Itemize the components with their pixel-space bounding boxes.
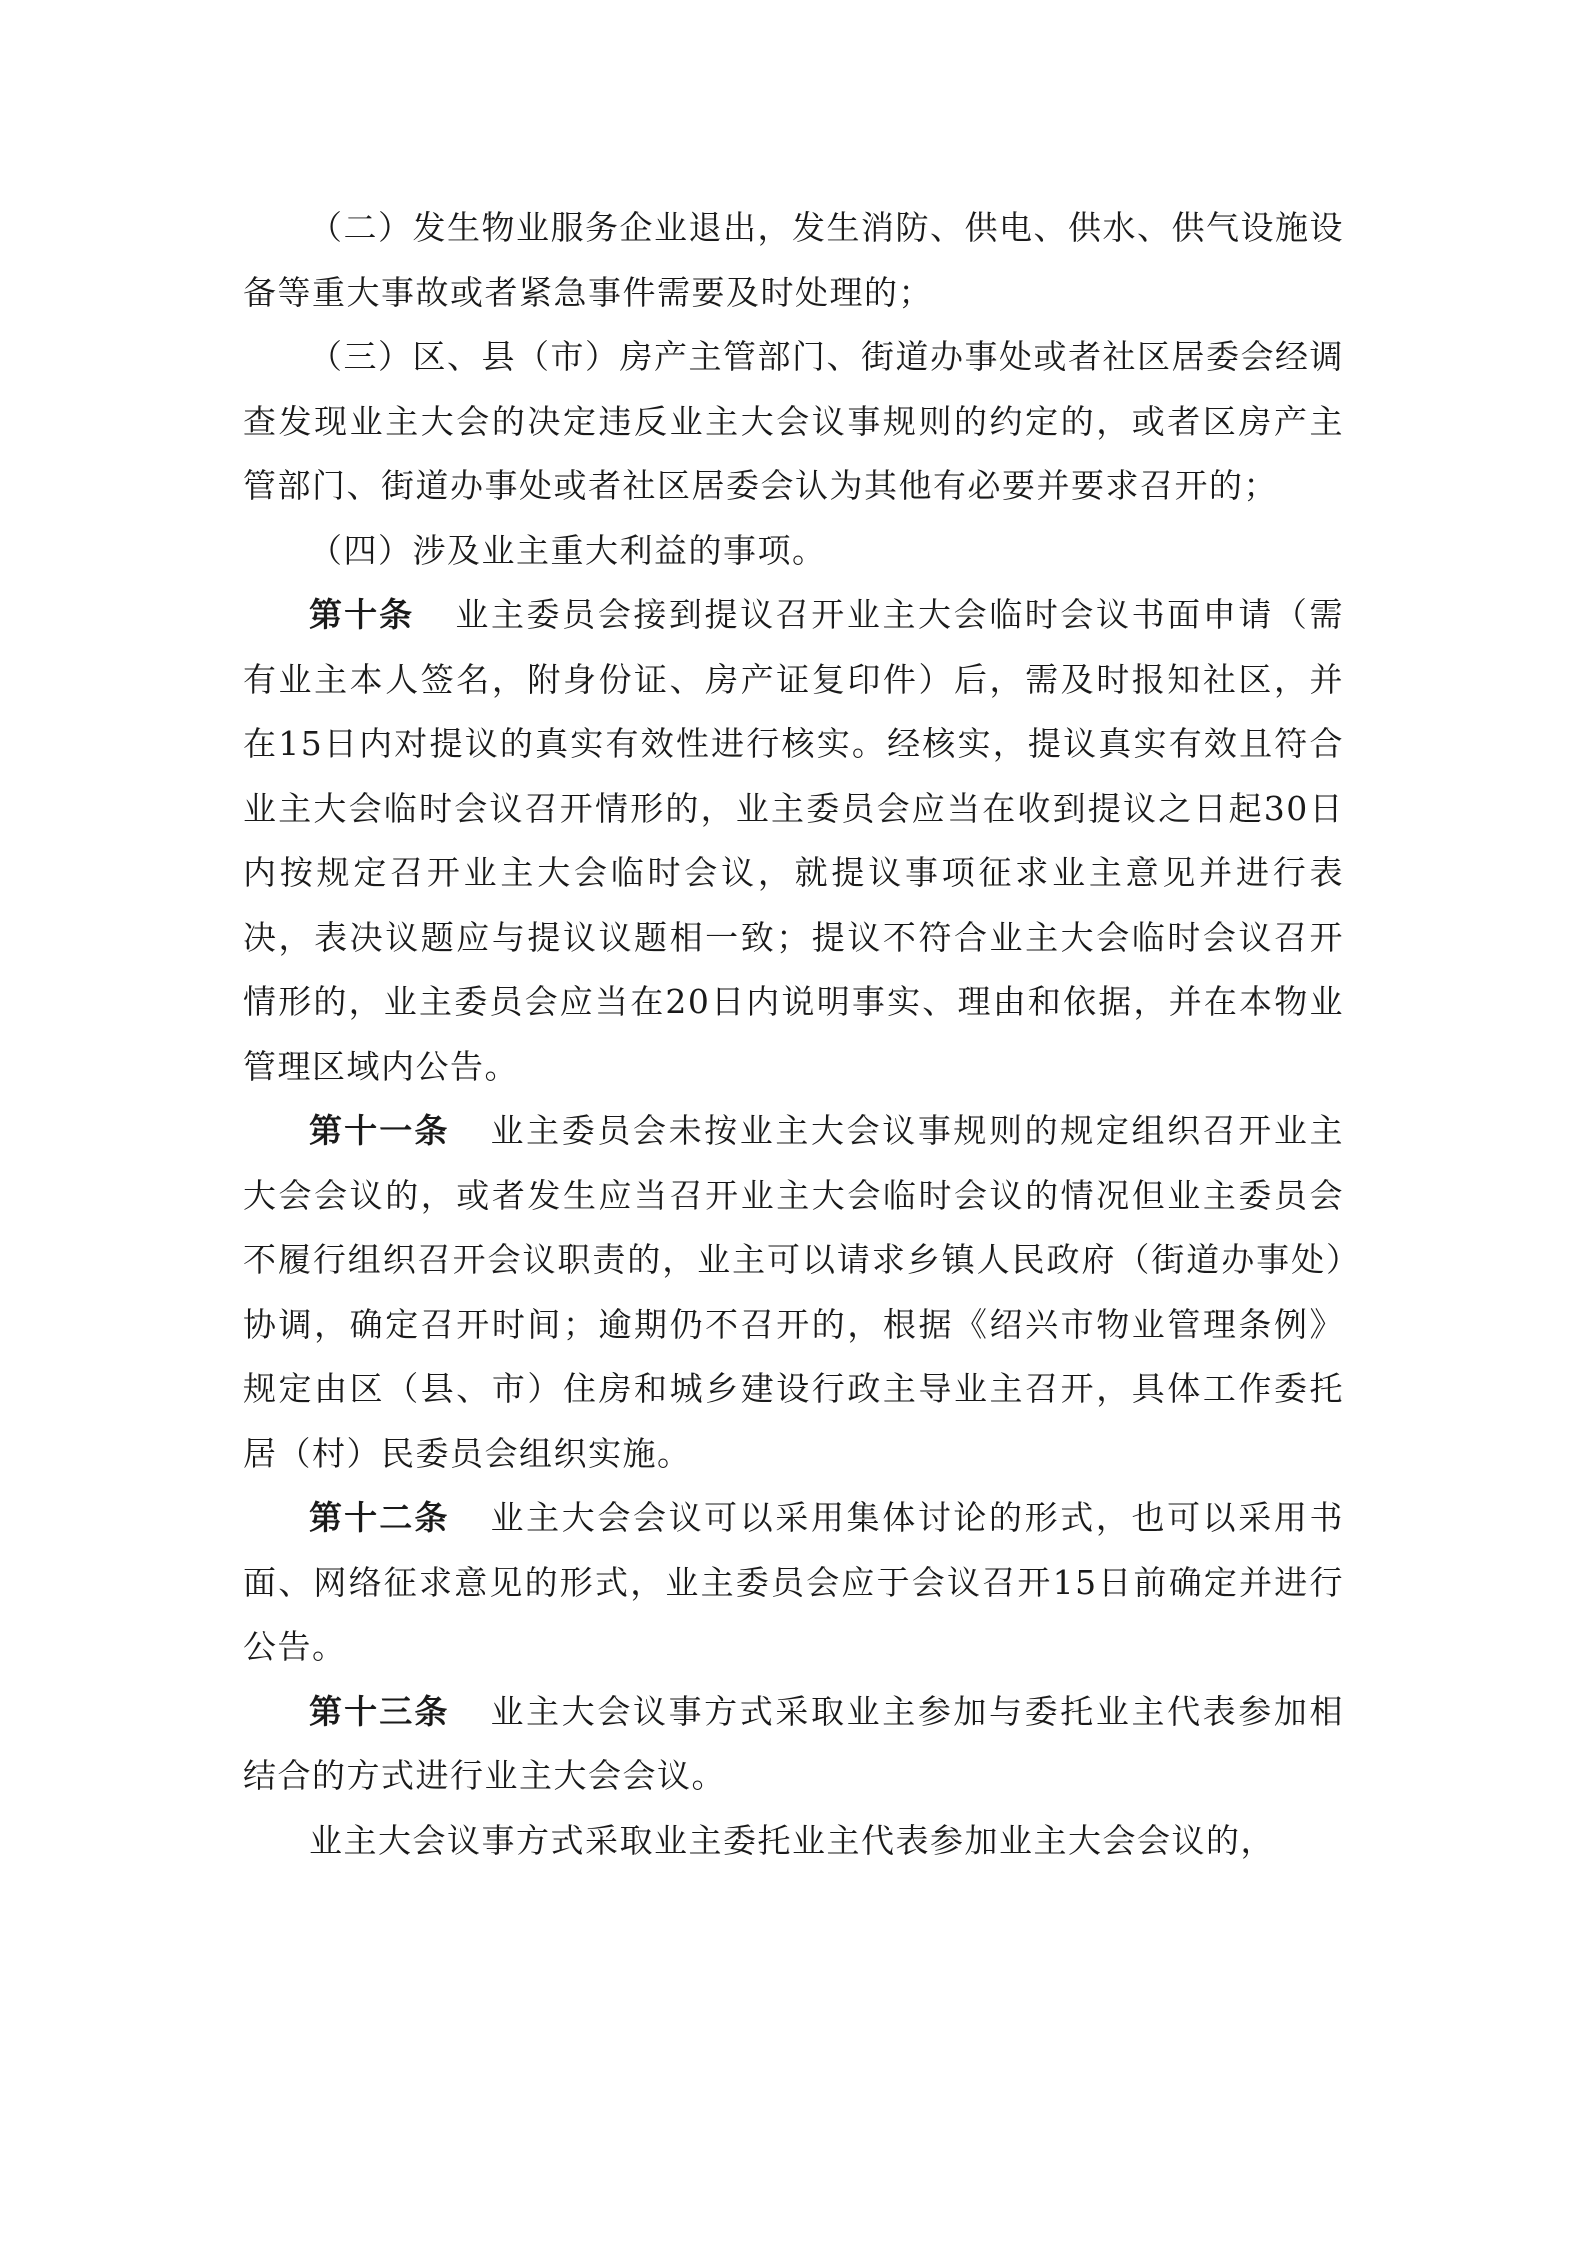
paragraph-text: （三）区、县（市）房产主管部门、街道办事处或者社区居委会经调查发现业主大会的决定违反业主大会议事规则的约定的，或者区房产主管部门、街道办事处或者社区居委会认为其他有必要并要求召开的； — [243, 337, 1344, 505]
paragraph-item-4 — [243, 519, 1344, 584]
article-text: 业主大会议事方式采取业主参加与委托业主代表参加相结合的方式进行业主大会会议。 — [243, 1691, 1345, 1795]
article-10 — [243, 583, 1344, 1099]
paragraph-item-2 — [243, 196, 1344, 325]
article-13 — [243, 1680, 1344, 1809]
article-text: 业主委员会接到提议召开业主大会临时会议书面申请（需有业主本人签名，附身份证、房产证复印件）后，需及时报知社区，并在15日内对提议的真实有效性进行核实。经核实，提议真实有效且符合业主大会临时会议召开情形的，业主委员会应当在收到提议之日起30日内按规定召开业主大会临时会议，就提议事项征求业主意见并进行表决，表决议题应与提议议题相一致；提议不符合业主大会临时会议召开情形的，业主委员会应当在20日内说明事实、理由和依据，并在本物业管理区域内公告。 — [243, 595, 1345, 1086]
article-heading: 第十三条 — [309, 1691, 450, 1731]
article-heading: 第十一条 — [309, 1111, 450, 1150]
paragraph-text: （四）涉及业主重大利益的事项。 — [309, 530, 827, 570]
article-text: 业主委员会未按业主大会议事规则的规定组织召开业主大会会议的，或者发生应当召开业主大会临时会议的情况但业主委员会不履行组织召开会议职责的，业主可以请求乡镇人民政府（街道办事处）协调，确定召开时间；逾期仍不召开的，根据《绍兴市物业管理条例》规定由区（县、市）住房和城乡建设行政主导业主召开，具体工作委托居（村）民委员会组织实施。 — [243, 1111, 1345, 1473]
paragraph-continuation — [243, 1809, 1344, 1874]
paragraph-item-3 — [243, 325, 1344, 519]
article-text: 业主大会会议可以采用集体讨论的形式，也可以采用书面、网络征求意见的形式，业主委员会应于会议召开15日前确定并进行公告。 — [243, 1498, 1345, 1666]
article-12 — [243, 1486, 1344, 1680]
article-heading: 第十二条 — [309, 1498, 450, 1537]
paragraph-text: 业主大会议事方式采取业主委托业主代表参加业主大会会议的， — [309, 1820, 1275, 1860]
paragraph-text: （二）发生物业服务企业退出，发生消防、供电、供水、供气设施设备等重大事故或者紧急事件需要及时处理的； — [243, 208, 1344, 312]
document-body — [243, 196, 1344, 1873]
article-11 — [243, 1099, 1344, 1486]
article-heading: 第十条 — [309, 595, 415, 634]
